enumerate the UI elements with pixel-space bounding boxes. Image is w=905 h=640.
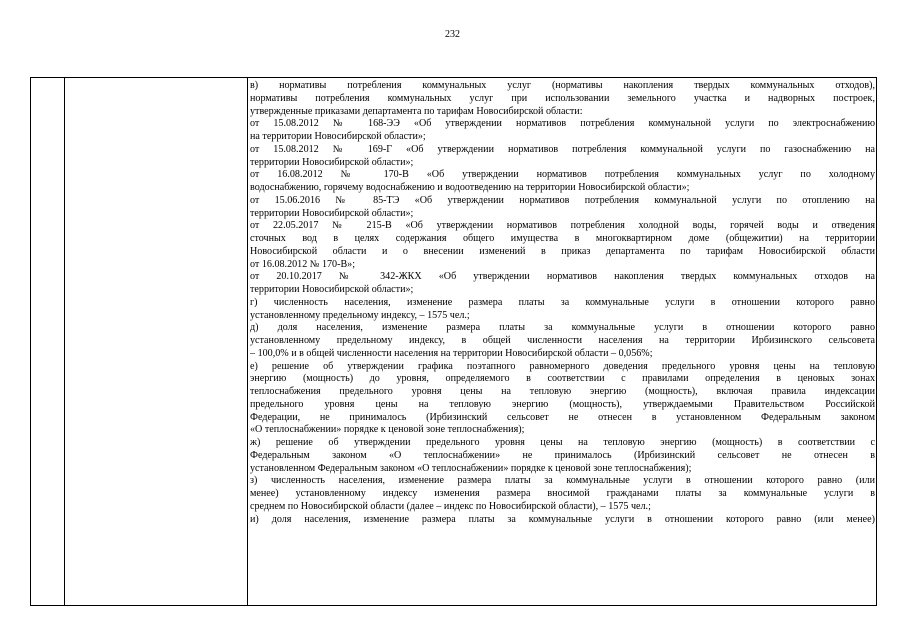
table-cell-text bbox=[250, 80, 875, 526]
text-line: территории Новосибирской области»; bbox=[250, 156, 414, 168]
text-line: от 15.08.2012 № 169-Г «Об утверждении нормативов потребления коммунальной услуги по газоснабжению на bbox=[250, 143, 875, 155]
text-line: предельного уровня цены на тепловую энергию (мощность), утверждаемыми Правительством Российской bbox=[250, 398, 875, 410]
text-line: от 20.10.2017 № 342-ЖКХ «Об утверждении нормативов накопления твердых коммунальных отходов на bbox=[250, 271, 875, 283]
text-line: от 16.08.2012 № 170-В «Об утверждении нормативов потребления коммунальных услуг по холодному bbox=[250, 169, 875, 181]
text-line: Федеральным законом «О теплоснабжении» не принималось (Ирбизинский сельсовет не отнесен в bbox=[250, 449, 875, 461]
text-line: территории Новосибирской области»; bbox=[250, 207, 414, 219]
text-line: установленному предельному индексу, в общей численности населения на территории Ирбизинского сельсовета bbox=[250, 335, 875, 346]
text-line: энергию (мощность) до уровня, определяемого в соответствии с правилами определения в ценовых зонах bbox=[250, 373, 875, 385]
page-number: 232 bbox=[445, 29, 460, 40]
text-line: е) решение об утверждении графика поэтапного равномерного доведения предельного уровня цены на тепловую bbox=[250, 360, 875, 372]
text-line: «О теплоснабжении» порядке к ценовой зоне теплоснабжения); bbox=[250, 424, 525, 436]
text-line: установленному предельному индексу, – 1575 чел.; bbox=[250, 309, 470, 321]
text-line: территории Новосибирской области»; bbox=[250, 284, 414, 295]
text-line: от 16.08.2012 № 170-В»; bbox=[250, 258, 356, 270]
text-line: менее) установленному индексу изменения размера вносимой гражданами платы за коммунальные услуги в bbox=[250, 488, 875, 499]
text-line: установленном Федеральным законом «О теплоснабжении» порядке к ценовой зоне теплоснабжения); bbox=[250, 462, 692, 474]
text-line: д) доля населения, изменение размера платы за коммунальные услуги в отношении которого равно bbox=[250, 322, 875, 334]
text-line: – 100,0% и в общей численности населения на территории Новосибирской области – 0,056%; bbox=[250, 347, 653, 359]
column-divider bbox=[247, 78, 248, 605]
text-line: нормативы потребления коммунальных услуг при использовании земельного участка и надворных построек, bbox=[250, 92, 875, 104]
text-line: от 15.06.2016 № 85-ТЭ «Об утверждении нормативов потребления коммунальной услуги по отоплению на bbox=[250, 194, 875, 206]
text-line: з) численность населения, изменение размера платы за коммунальные услуги в отношении которого равно (или bbox=[250, 475, 875, 487]
text-line: сточных вод в целях содержания общего имущества в многоквартирном доме (общежитии) на территории bbox=[250, 233, 875, 244]
text-line: водоснабжению, горячему водоснабжению и водоотведению на территории Новосибирской области»; bbox=[250, 182, 690, 193]
text-line: от 15.08.2012 № 168-ЭЭ «Об утверждении нормативов потребления коммунальной услуги по электроснабжению bbox=[250, 118, 875, 130]
text-line: Новосибирской области и о внесении изменений в приказ департамента по тарифам Новосибирской области bbox=[250, 245, 875, 257]
text-line: теплоснабжения предельного уровня цены на тепловую энергию (мощность), включая правила индексации bbox=[250, 386, 875, 397]
text-line: на территории Новосибирской области»; bbox=[250, 131, 426, 142]
text-line: от 22.05.2017 № 215-В «Об утверждении нормативов потребления холодной воды, горячей воды и отведения bbox=[250, 220, 875, 232]
text-line: ж) решение об утверждении предельного уровня цены на тепловую энергию (мощность) в соответствии с bbox=[250, 437, 875, 448]
document-table bbox=[30, 77, 877, 606]
text-line: г) численность населения, изменение размера платы за коммунальные услуги в отношении которого равно bbox=[250, 296, 875, 308]
text-line: Федерации, не принималось (Ирбизинский сельсовет не отнесен в установленном Федеральным законом bbox=[250, 411, 875, 423]
text-line: утвержденные приказами департамента по тарифам Новосибирской области: bbox=[250, 105, 583, 117]
text-line: среднем по Новосибирской области (далее – индекс по Новосибирской области), – 1575 чел.; bbox=[250, 500, 651, 512]
text-line: в) нормативы потребления коммунальных услуг (нормативы накопления твердых коммунальных отходов), bbox=[250, 80, 875, 91]
text-line: и) доля населения, изменение размера платы за коммунальные услуги в отношении которого равно (или менее) bbox=[250, 513, 875, 525]
column-divider bbox=[64, 78, 65, 605]
